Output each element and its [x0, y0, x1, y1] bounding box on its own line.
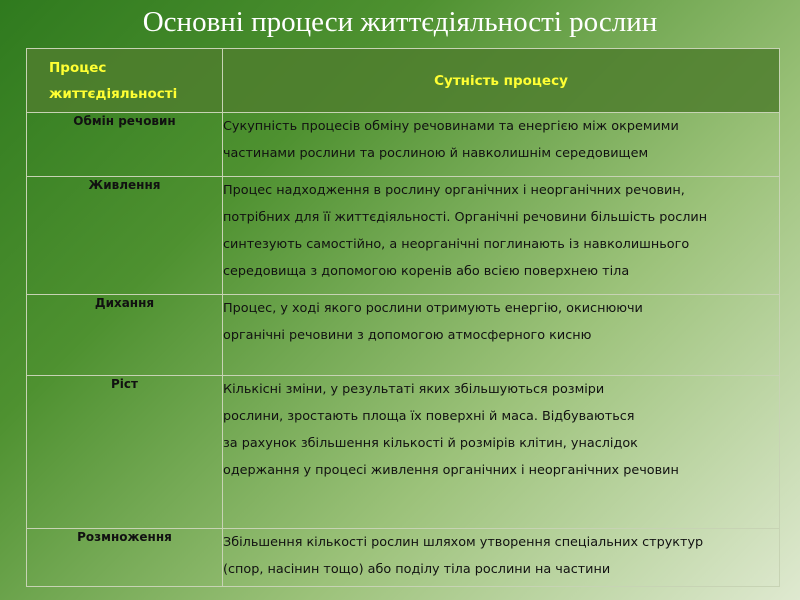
process-description: Сукупність процесів обміну речовинами та енергією між окремими частинами рослини та рослиною й навколишнім середовищем [223, 113, 780, 177]
process-name: Ріст [27, 376, 223, 529]
process-description: Процес надходження в рослину органічних і неорганічних речовин, потрібних для її життєдіяльності. Органічні речовини більшість рослин синтезують самостійно, а неорганічні поглинають із навколишнього середовища з допомогою коренів або всією поверхнею тіла [223, 177, 780, 295]
table-row [27, 376, 780, 529]
table-header-row [27, 49, 780, 113]
header-essence: Сутність процесу [223, 49, 780, 113]
header-process [27, 49, 223, 113]
process-description: Збільшення кількості рослин шляхом утворення спеціальних структур (спор, насінин тощо) або поділу тіла рослини на частини [223, 529, 780, 587]
processes-table [26, 48, 780, 587]
process-description: Кількісні зміни, у результаті яких збільшуються розміри рослини, зростають площа їх поверхні й маса. Відбуваються за рахунок збільшення кількості й розмірів клітин, унаслідок одержання у процесі живлення органічних і неорганічних речовин [223, 376, 780, 529]
table-row [27, 177, 780, 295]
process-name: Розмноження [27, 529, 223, 587]
process-name: Обмін речовин [27, 113, 223, 177]
process-name: Дихання [27, 295, 223, 376]
table-row [27, 529, 780, 587]
table-row [27, 295, 780, 376]
process-description: Процес, у ході якого рослини отримують енергію, окиснюючи органічні речовини з допомогою атмосферного кисню [223, 295, 780, 376]
process-name: Живлення [27, 177, 223, 295]
table-row [27, 113, 780, 177]
slide-title: Основні процеси життєдіяльності рослин [142, 6, 658, 38]
header-process-label: Процес життєдіяльності [49, 59, 178, 102]
